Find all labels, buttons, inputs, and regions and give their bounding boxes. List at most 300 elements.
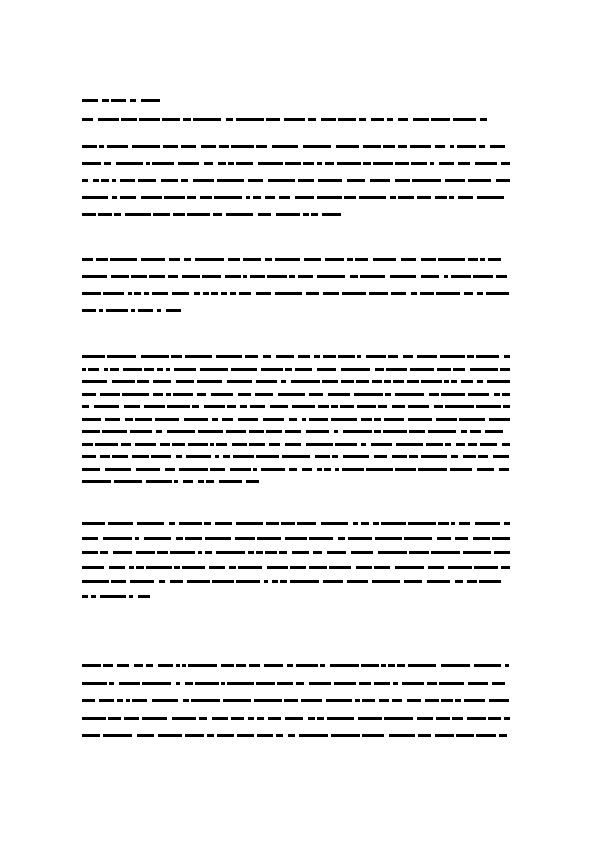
word-mark xyxy=(231,368,257,371)
word-mark xyxy=(137,522,164,525)
title-heading xyxy=(82,99,514,111)
word-mark xyxy=(275,258,300,261)
word-mark xyxy=(223,699,251,702)
word-mark xyxy=(354,393,383,396)
word-mark xyxy=(468,443,477,446)
word-mark xyxy=(82,355,105,358)
word-mark xyxy=(82,522,105,525)
word-mark xyxy=(302,468,312,471)
word-mark xyxy=(476,734,496,737)
word-mark xyxy=(132,455,149,458)
word-mark xyxy=(160,443,170,446)
word-mark xyxy=(272,145,298,148)
word-mark xyxy=(410,145,431,148)
word-mark xyxy=(487,380,510,383)
word-mark xyxy=(245,355,258,358)
word-mark xyxy=(219,480,242,483)
word-mark xyxy=(374,430,381,433)
word-mark xyxy=(142,717,167,720)
word-mark xyxy=(268,717,281,720)
word-mark xyxy=(236,118,264,121)
word-mark xyxy=(263,418,284,421)
word-mark xyxy=(369,292,388,295)
word-mark xyxy=(176,682,180,685)
word-mark xyxy=(411,292,417,295)
word-mark xyxy=(505,664,509,667)
word-mark xyxy=(490,145,505,148)
word-mark xyxy=(331,734,360,737)
word-mark xyxy=(363,145,381,148)
word-mark xyxy=(467,717,486,720)
word-mark xyxy=(169,522,175,525)
word-mark xyxy=(378,551,407,554)
word-mark xyxy=(229,566,236,569)
word-mark xyxy=(284,118,305,121)
word-mark xyxy=(385,393,391,396)
word-mark xyxy=(146,664,153,667)
text-line xyxy=(82,699,514,702)
word-mark xyxy=(82,309,96,312)
word-mark xyxy=(444,380,449,383)
word-mark xyxy=(267,566,288,569)
word-mark xyxy=(298,179,314,182)
word-mark xyxy=(359,682,371,685)
word-mark xyxy=(281,380,286,383)
word-mark xyxy=(268,179,295,182)
word-mark xyxy=(103,664,113,667)
word-mark xyxy=(277,682,293,685)
word-mark xyxy=(182,275,200,278)
word-mark xyxy=(468,682,488,685)
text-line xyxy=(82,595,514,598)
word-mark xyxy=(185,734,204,737)
word-mark xyxy=(284,699,298,702)
word-mark xyxy=(256,455,279,458)
word-mark xyxy=(157,309,161,312)
word-mark xyxy=(363,162,371,165)
word-mark xyxy=(110,258,137,261)
word-mark xyxy=(197,393,206,396)
word-mark xyxy=(388,355,398,358)
word-mark xyxy=(258,162,283,165)
word-mark xyxy=(470,430,481,433)
word-mark xyxy=(136,551,155,554)
word-mark xyxy=(144,368,154,371)
word-mark xyxy=(226,430,246,433)
word-mark xyxy=(124,405,140,408)
word-mark xyxy=(350,275,358,278)
word-mark xyxy=(428,430,456,433)
word-mark xyxy=(361,522,369,525)
word-mark xyxy=(195,682,219,685)
word-mark xyxy=(169,258,180,261)
word-mark xyxy=(336,145,359,148)
word-mark xyxy=(112,196,117,199)
word-mark xyxy=(366,468,393,471)
word-mark xyxy=(360,275,385,278)
word-mark xyxy=(272,580,278,583)
paragraph-2 xyxy=(82,258,514,326)
word-mark xyxy=(461,380,473,383)
word-mark xyxy=(341,380,354,383)
word-mark xyxy=(347,580,368,583)
word-mark xyxy=(321,522,348,525)
word-mark xyxy=(435,196,447,199)
word-mark xyxy=(401,258,416,261)
word-mark xyxy=(302,418,306,421)
word-mark xyxy=(362,699,375,702)
word-mark xyxy=(82,418,101,421)
paragraph-1 xyxy=(82,145,514,230)
word-mark xyxy=(231,145,254,148)
word-mark xyxy=(403,355,413,358)
word-mark xyxy=(129,595,133,598)
word-mark xyxy=(384,717,413,720)
word-mark xyxy=(317,717,324,720)
word-mark xyxy=(289,275,295,278)
word-mark xyxy=(82,405,89,408)
text-line xyxy=(82,380,514,383)
word-mark xyxy=(435,734,454,737)
word-mark xyxy=(467,580,477,583)
word-mark xyxy=(109,566,125,569)
word-mark xyxy=(166,368,170,371)
word-mark xyxy=(371,118,384,121)
word-mark xyxy=(501,566,510,569)
word-mark xyxy=(342,292,366,295)
word-mark xyxy=(111,99,126,102)
word-mark xyxy=(275,292,302,295)
word-mark xyxy=(409,551,429,554)
word-mark xyxy=(499,734,507,737)
word-mark xyxy=(82,566,104,569)
word-mark xyxy=(395,566,424,569)
text-line xyxy=(82,275,514,278)
word-mark xyxy=(468,393,489,396)
word-mark xyxy=(410,368,434,371)
paragraph-5 xyxy=(82,664,514,752)
word-mark xyxy=(436,717,450,720)
word-mark xyxy=(261,368,283,371)
word-mark xyxy=(98,213,112,216)
text-line xyxy=(82,522,514,525)
word-mark xyxy=(195,258,224,261)
word-mark xyxy=(298,355,310,358)
word-mark xyxy=(257,734,273,737)
word-mark xyxy=(100,455,110,458)
text-line xyxy=(82,145,514,148)
word-mark xyxy=(451,522,455,525)
word-mark xyxy=(176,380,194,383)
word-mark xyxy=(301,699,322,702)
word-mark xyxy=(266,522,279,525)
text-line xyxy=(82,179,514,182)
word-mark xyxy=(99,145,104,148)
word-mark xyxy=(480,443,497,446)
word-mark xyxy=(238,418,258,421)
word-mark xyxy=(504,355,510,358)
word-mark xyxy=(480,258,485,261)
word-mark xyxy=(267,275,287,278)
word-mark xyxy=(170,551,195,554)
word-mark xyxy=(374,455,387,458)
text-line xyxy=(82,580,514,583)
word-mark xyxy=(477,380,483,383)
word-mark xyxy=(82,664,101,667)
word-mark xyxy=(504,522,510,525)
text-line xyxy=(82,682,514,685)
word-mark xyxy=(114,213,121,216)
word-mark xyxy=(421,275,439,278)
word-mark xyxy=(356,380,369,383)
word-mark xyxy=(392,405,405,408)
word-mark xyxy=(455,580,463,583)
word-mark xyxy=(193,118,221,121)
word-mark xyxy=(417,196,431,199)
word-mark xyxy=(82,443,93,446)
word-mark xyxy=(464,699,485,702)
word-mark xyxy=(100,551,108,554)
word-mark xyxy=(282,455,310,458)
word-mark xyxy=(136,566,144,569)
word-mark xyxy=(285,443,301,446)
word-mark xyxy=(138,179,156,182)
word-mark xyxy=(82,196,108,199)
word-mark xyxy=(103,292,124,295)
text-line xyxy=(82,717,514,720)
word-mark xyxy=(188,664,217,667)
word-mark xyxy=(441,699,453,702)
word-mark xyxy=(383,430,407,433)
word-mark xyxy=(418,468,447,471)
word-mark xyxy=(493,455,509,458)
word-mark xyxy=(116,162,143,165)
word-mark xyxy=(383,145,395,148)
word-mark xyxy=(322,213,341,216)
word-mark xyxy=(236,162,253,165)
word-mark xyxy=(355,258,368,261)
word-mark xyxy=(421,380,442,383)
word-mark xyxy=(285,162,301,165)
text-line xyxy=(82,734,514,737)
word-mark xyxy=(450,468,472,471)
word-mark xyxy=(250,405,265,408)
word-mark xyxy=(134,664,143,667)
word-mark xyxy=(82,368,86,371)
word-mark xyxy=(334,430,338,433)
word-mark xyxy=(82,292,101,295)
word-mark xyxy=(456,443,465,446)
word-mark xyxy=(496,179,510,182)
word-mark xyxy=(317,468,322,471)
text-line xyxy=(82,393,514,396)
word-mark xyxy=(100,595,126,598)
word-mark xyxy=(103,537,132,540)
word-mark xyxy=(362,734,384,737)
word-mark xyxy=(501,162,510,165)
word-mark xyxy=(309,418,328,421)
word-mark xyxy=(479,580,501,583)
word-mark xyxy=(132,145,160,148)
text-line xyxy=(82,443,514,446)
word-mark xyxy=(170,580,183,583)
word-mark xyxy=(256,145,267,148)
word-mark xyxy=(290,566,306,569)
word-mark xyxy=(408,664,436,667)
word-mark xyxy=(158,734,182,737)
word-mark xyxy=(331,405,338,408)
word-mark xyxy=(215,455,219,458)
word-mark xyxy=(387,118,393,121)
word-mark xyxy=(306,430,329,433)
word-mark xyxy=(475,162,497,165)
word-mark xyxy=(130,580,154,583)
word-mark xyxy=(187,213,210,216)
word-mark xyxy=(373,162,393,165)
word-mark xyxy=(112,455,128,458)
word-mark xyxy=(215,522,232,525)
word-mark xyxy=(292,405,315,408)
word-mark xyxy=(226,213,253,216)
word-mark xyxy=(166,393,171,396)
word-mark xyxy=(398,196,414,199)
word-mark xyxy=(327,551,346,554)
word-mark xyxy=(309,393,323,396)
word-mark xyxy=(276,734,283,737)
word-mark xyxy=(347,179,365,182)
word-mark xyxy=(200,196,212,199)
word-mark xyxy=(503,405,510,408)
word-mark xyxy=(112,380,135,383)
word-mark xyxy=(185,537,202,540)
word-mark xyxy=(390,196,396,199)
word-mark xyxy=(436,418,457,421)
word-mark xyxy=(468,258,478,261)
word-mark xyxy=(193,179,214,182)
word-mark xyxy=(221,292,227,295)
word-mark xyxy=(479,145,485,148)
word-mark xyxy=(361,664,379,667)
word-mark xyxy=(209,566,225,569)
word-mark xyxy=(238,566,262,569)
word-mark xyxy=(108,717,121,720)
word-mark xyxy=(199,717,207,720)
word-mark xyxy=(502,393,510,396)
word-mark xyxy=(137,380,149,383)
word-mark xyxy=(256,380,277,383)
word-mark xyxy=(328,393,350,396)
word-mark xyxy=(123,368,142,371)
word-mark xyxy=(438,522,449,525)
word-mark xyxy=(172,443,185,446)
word-mark xyxy=(276,355,294,358)
word-mark xyxy=(82,717,106,720)
word-mark xyxy=(459,418,485,421)
word-mark xyxy=(427,682,437,685)
word-mark xyxy=(131,309,135,312)
word-mark xyxy=(318,179,342,182)
word-mark xyxy=(420,292,434,295)
word-mark xyxy=(492,682,505,685)
word-mark xyxy=(134,292,141,295)
word-mark xyxy=(173,393,193,396)
word-mark xyxy=(407,380,419,383)
word-mark xyxy=(161,179,178,182)
word-mark xyxy=(457,145,476,148)
word-mark xyxy=(285,368,292,371)
word-mark xyxy=(218,162,226,165)
word-mark xyxy=(104,162,111,165)
word-mark xyxy=(489,699,509,702)
text-line xyxy=(82,99,514,102)
word-mark xyxy=(278,393,305,396)
text-line xyxy=(82,551,514,554)
word-mark xyxy=(335,468,339,471)
word-mark xyxy=(165,468,175,471)
text-line xyxy=(82,664,514,667)
word-mark xyxy=(263,355,271,358)
word-mark xyxy=(429,393,439,396)
word-mark xyxy=(119,682,140,685)
word-mark xyxy=(372,580,400,583)
word-mark xyxy=(96,258,108,261)
word-mark xyxy=(458,162,470,165)
word-mark xyxy=(227,380,252,383)
word-mark xyxy=(236,580,260,583)
word-mark xyxy=(317,368,336,371)
word-mark xyxy=(152,699,178,702)
word-mark xyxy=(453,118,476,121)
word-mark xyxy=(289,418,297,421)
word-mark xyxy=(290,580,319,583)
word-mark xyxy=(230,292,236,295)
word-mark xyxy=(323,292,339,295)
word-mark xyxy=(243,258,261,261)
word-mark xyxy=(408,418,432,421)
word-mark xyxy=(243,275,247,278)
word-mark xyxy=(395,468,416,471)
word-mark xyxy=(468,179,491,182)
word-mark xyxy=(144,405,165,408)
word-mark xyxy=(452,717,463,720)
word-mark xyxy=(248,179,263,182)
word-mark xyxy=(280,580,287,583)
word-mark xyxy=(504,717,510,720)
word-mark xyxy=(325,162,334,165)
word-mark xyxy=(361,418,372,421)
word-mark xyxy=(194,292,200,295)
word-mark xyxy=(492,537,510,540)
word-mark xyxy=(421,455,447,458)
word-mark xyxy=(488,717,501,720)
word-mark xyxy=(306,292,319,295)
word-mark xyxy=(173,213,185,216)
word-mark xyxy=(379,699,389,702)
word-mark xyxy=(474,664,501,667)
word-mark xyxy=(308,717,315,720)
text-line xyxy=(82,537,514,540)
word-mark xyxy=(183,118,191,121)
word-mark xyxy=(488,258,501,261)
word-mark xyxy=(222,418,233,421)
word-mark xyxy=(113,551,132,554)
word-mark xyxy=(188,443,208,446)
word-mark xyxy=(311,213,318,216)
word-mark xyxy=(265,258,272,261)
word-mark xyxy=(82,145,97,148)
word-mark xyxy=(464,292,473,295)
word-mark xyxy=(287,664,293,667)
